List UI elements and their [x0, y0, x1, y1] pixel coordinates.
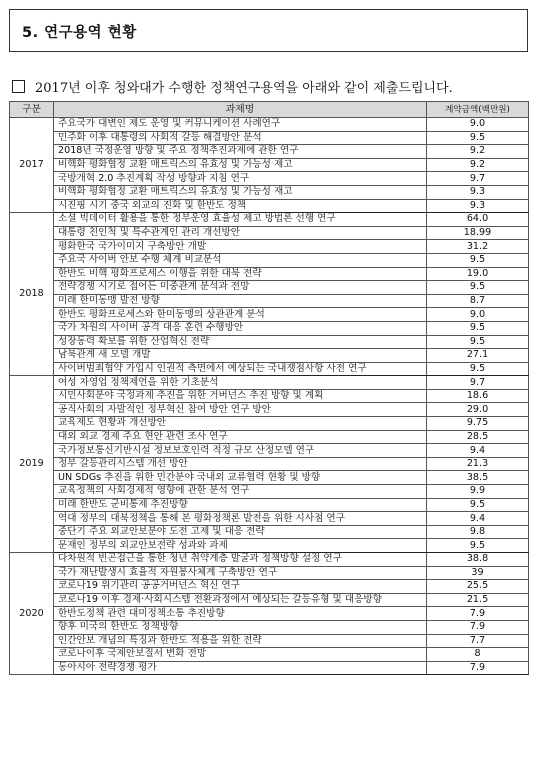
table-row	[10, 417, 529, 431]
project-title-cell: 국방개혁 2.0 추진계획 작성 방향과 지침 연구	[54, 172, 427, 186]
research-contract-table	[9, 101, 529, 675]
project-title-cell: 성장동력 확보를 위한 산업혁신 전략	[54, 335, 427, 349]
table-row	[10, 580, 529, 594]
project-title-cell: 인간안보 개념의 특징과 한반도 적용을 위한 전략	[54, 634, 427, 648]
table-row	[10, 226, 529, 240]
table-row	[10, 553, 529, 567]
contract-amount-cell: 29.0	[427, 403, 529, 417]
contract-amount-cell: 9.7	[427, 172, 529, 186]
project-title-cell: 교육제도 현황과 개선방안	[54, 417, 427, 431]
project-title-cell: 동아시아 전략경쟁 평가	[54, 661, 427, 675]
project-title-cell: 남북관계 새 모델 개발	[54, 349, 427, 363]
table-row	[10, 457, 529, 471]
contract-amount-cell: 8	[427, 648, 529, 662]
table-row	[10, 267, 529, 281]
project-title-cell: 정부 갈등관리시스템 개선 방안	[54, 457, 427, 471]
contract-amount-cell: 9.5	[427, 362, 529, 376]
contract-amount-cell: 19.0	[427, 267, 529, 281]
contract-amount-cell: 38.8	[427, 553, 529, 567]
contract-amount-cell: 9.5	[427, 321, 529, 335]
table-row	[10, 634, 529, 648]
section-title: 5. 연구용역 현황	[22, 25, 137, 41]
intro-text: 2017년 이후 청와대가 수행한 정책연구용역을 아래와 같이 제출드립니다.	[35, 81, 453, 96]
project-title-cell: 역대 정부의 대북정책을 통해 본 평화정책론 발전을 위한 시사점 연구	[54, 512, 427, 526]
contract-amount-cell: 21.5	[427, 593, 529, 607]
contract-amount-cell: 25.5	[427, 580, 529, 594]
table-row	[10, 321, 529, 335]
contract-amount-cell: 9.75	[427, 417, 529, 431]
contract-amount-cell: 39	[427, 566, 529, 580]
section-heading-box	[9, 9, 528, 52]
checkbox-icon	[12, 80, 25, 93]
project-title-cell: 민주화 이후 대통령의 사회적 갈등 해결방안 분석	[54, 131, 427, 145]
project-title-cell: 코로나19 이후 경제·사회시스템 전환과정에서 예상되는 갈등유형 및 대응방향	[54, 593, 427, 607]
table-row	[10, 661, 529, 675]
table-row	[10, 376, 529, 390]
project-title-cell: 평화한국 국가이미지 구축방안 개발	[54, 240, 427, 254]
project-title-cell: 비핵화 평화협정 교환 매트릭스의 유효성 및 가능성 제고	[54, 158, 427, 172]
contract-amount-cell: 18.99	[427, 226, 529, 240]
project-title-cell: 비핵화 평화협정 교환 매트릭스의 유효성 및 가능성 재고	[54, 185, 427, 199]
year-cell: 2020	[10, 553, 54, 675]
project-title-cell: 여성 자영업 정책제언을 위한 기초분석	[54, 376, 427, 390]
table-row	[10, 593, 529, 607]
contract-amount-cell: 9.2	[427, 145, 529, 159]
year-cell: 2018	[10, 213, 54, 376]
project-title-cell: 한반도 비핵 평화프로세스 이행을 위한 대북 전략	[54, 267, 427, 281]
project-title-cell: 다차원적 빈곤접근을 통한 청년 취약계층 발굴과 정책방향 설정 연구	[54, 553, 427, 567]
table-row	[10, 145, 529, 159]
table-row	[10, 131, 529, 145]
project-title-cell: 주요국 사이버 안보 수행 체계 비교분석	[54, 253, 427, 267]
table-row	[10, 498, 529, 512]
table-row	[10, 648, 529, 662]
table-row	[10, 512, 529, 526]
project-title-cell: 대통령 친인척 및 특수관계인 관리 개선방안	[54, 226, 427, 240]
table-row	[10, 430, 529, 444]
table-row	[10, 389, 529, 403]
project-title-cell: 코로나19 위기관리 공공거버넌스 혁신 연구	[54, 580, 427, 594]
project-title-cell: 미래 한미동맹 발전 방향	[54, 294, 427, 308]
contract-amount-cell: 21.3	[427, 457, 529, 471]
project-title-cell: 향후 미국의 한반도 정책방향	[54, 620, 427, 634]
table-header-row	[10, 102, 529, 118]
project-title-cell: 한반도정책 관련 대미정책소통 추진방향	[54, 607, 427, 621]
table-row	[10, 253, 529, 267]
table-row	[10, 172, 529, 186]
table-row	[10, 294, 529, 308]
header-amount: 계약금액(백만원)	[427, 102, 529, 118]
project-title-cell: 시진핑 시기 중국 외교의 진화 및 한반도 정책	[54, 199, 427, 213]
contract-amount-cell: 9.5	[427, 335, 529, 349]
table-row	[10, 185, 529, 199]
project-title-cell: 국가 재난발생시 효율적 자원봉사체계 구축방안 연구	[54, 566, 427, 580]
project-title-cell: 전략경쟁 시기로 접어든 미중관계 분석과 전망	[54, 281, 427, 295]
table-row	[10, 539, 529, 553]
table-row	[10, 485, 529, 499]
project-title-cell: 소셜 빅데이터 활용을 통한 정부운영 효율성 제고 방법론 선행 연구	[54, 213, 427, 227]
table-body	[10, 118, 529, 675]
table-row	[10, 335, 529, 349]
table-row	[10, 620, 529, 634]
project-title-cell: UN SDGs 추진을 위한 민간분야 국내외 교류협력 현황 및 방향	[54, 471, 427, 485]
contract-amount-cell: 9.3	[427, 185, 529, 199]
contract-amount-cell: 9.5	[427, 253, 529, 267]
project-title-cell: 시민사회분야 국정과제 추진을 위한 거버넌스 추진 방향 및 계획	[54, 389, 427, 403]
project-title-cell: 중단기 주요 외교안보분야 도전 고제 및 대응 전략	[54, 525, 427, 539]
table-row	[10, 213, 529, 227]
contract-amount-cell: 9.4	[427, 512, 529, 526]
contract-amount-cell: 7.9	[427, 661, 529, 675]
contract-amount-cell: 64.0	[427, 213, 529, 227]
project-title-cell: 교육정책의 사회경제적 영향에 관한 분석 연구	[54, 485, 427, 499]
table-row	[10, 444, 529, 458]
table-row	[10, 566, 529, 580]
project-title-cell: 국가 차원의 사이버 공격 대응 훈련 수행방안	[54, 321, 427, 335]
contract-amount-cell: 9.7	[427, 376, 529, 390]
contract-amount-cell: 7.7	[427, 634, 529, 648]
table-row	[10, 308, 529, 322]
project-title-cell: 공직사회의 자발적인 정부혁신 참여 방안 연구 방안	[54, 403, 427, 417]
table-row	[10, 362, 529, 376]
contract-amount-cell: 9.5	[427, 131, 529, 145]
table-row	[10, 281, 529, 295]
project-title-cell: 문재인 정부의 외교안보전략 성과와 과제	[54, 539, 427, 553]
contract-amount-cell: 8.7	[427, 294, 529, 308]
contract-amount-cell: 27.1	[427, 349, 529, 363]
contract-amount-cell: 9.0	[427, 118, 529, 132]
contract-amount-cell: 9.0	[427, 308, 529, 322]
table-row	[10, 118, 529, 132]
contract-amount-cell: 9.8	[427, 525, 529, 539]
header-year: 구분	[10, 102, 54, 118]
project-title-cell: 대외 외교 경제 주요 현안 관련 조사 연구	[54, 430, 427, 444]
project-title-cell: 한반도 평화프로세스와 한미동맹의 상관관계 분석	[54, 308, 427, 322]
contract-amount-cell: 9.9	[427, 485, 529, 499]
contract-amount-cell: 31.2	[427, 240, 529, 254]
table-row	[10, 199, 529, 213]
year-cell: 2017	[10, 118, 54, 213]
table-row	[10, 403, 529, 417]
contract-amount-cell: 9.5	[427, 498, 529, 512]
project-title-cell: 코로나이후 국제안보질서 변화 전망	[54, 648, 427, 662]
contract-amount-cell: 7.9	[427, 607, 529, 621]
year-cell: 2019	[10, 376, 54, 553]
table-row	[10, 471, 529, 485]
contract-amount-cell: 9.5	[427, 539, 529, 553]
contract-amount-cell: 38.5	[427, 471, 529, 485]
contract-amount-cell: 9.5	[427, 281, 529, 295]
table-row	[10, 158, 529, 172]
project-title-cell: 미래 한반도 군비통제 추진방향	[54, 498, 427, 512]
table-row	[10, 240, 529, 254]
table-row	[10, 607, 529, 621]
contract-amount-cell: 7.9	[427, 620, 529, 634]
header-title: 과제명	[54, 102, 427, 118]
table-row	[10, 525, 529, 539]
project-title-cell: 2018년 국정운영 방향 및 주요 정책추진과제에 관한 연구	[54, 145, 427, 159]
contract-amount-cell: 28.5	[427, 430, 529, 444]
contract-amount-cell: 9.4	[427, 444, 529, 458]
project-title-cell: 사이버범죄협약 가입시 인권적 측면에서 예상되는 국내쟁점사항 사전 연구	[54, 362, 427, 376]
contract-amount-cell: 9.2	[427, 158, 529, 172]
contract-amount-cell: 9.3	[427, 199, 529, 213]
contract-amount-cell: 18.6	[427, 389, 529, 403]
project-title-cell: 주요국가 대변인 제도 운영 및 커뮤니케이션 사례연구	[54, 118, 427, 132]
intro-paragraph	[12, 77, 534, 96]
table-row	[10, 349, 529, 363]
project-title-cell: 국가정보통신기반시설 정보보호인력 적정 규모 산정모델 연구	[54, 444, 427, 458]
